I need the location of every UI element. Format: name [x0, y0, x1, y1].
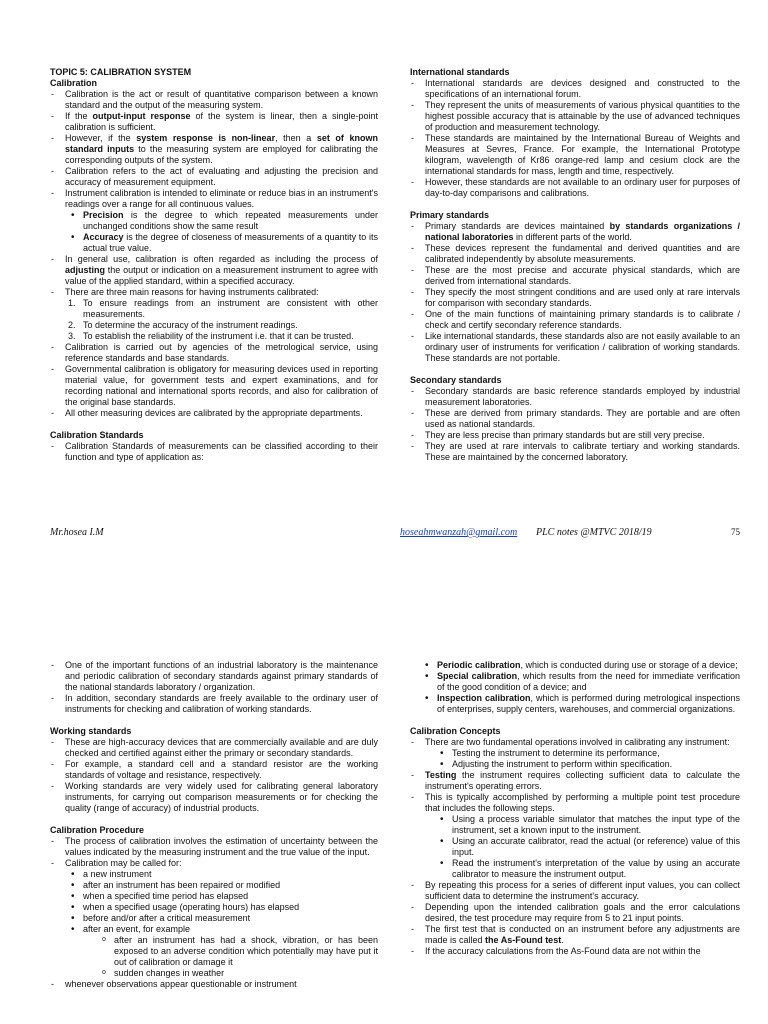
list-item: - Instrument calibration is intended to eliminate or reduce bias in an instrument's readings over a range for all continuous values. • Precision is the degree to which repeated measurements under unchanged conditions show the same result • Accuracy is the degree of closeness of measurements of a quantity to its actual true value.: [50, 188, 378, 254]
list-item: - These are high-accuracy devices that are commercially available and are duly checked and certified against either the primary or secondary standards.: [50, 737, 378, 759]
list-item: • Testing the instrument to determine its performance,: [437, 748, 740, 759]
list-item: - Primary standards are devices maintained by standards organizations / national laboratories in different parts of the world.: [410, 221, 740, 243]
page1-right-column: [410, 67, 740, 463]
calibration-standards-heading: Calibration Standards: [50, 430, 144, 440]
topic-title: TOPIC 5: CALIBRATION SYSTEM: [50, 67, 192, 77]
page2-left-column: [50, 660, 378, 990]
list-item: - The process of calibration involves the estimation of uncertainty between the values indicated by the measuring instrument and the true value of the input.: [50, 836, 378, 858]
calibration-heading: Calibration: [50, 78, 98, 88]
list-item: - whenever observations appear questionable or instrument: [50, 979, 378, 990]
list-item: • a new instrument: [68, 869, 378, 880]
footer-email-link[interactable]: hoseahmwanzah@gmail.com: [400, 527, 518, 538]
list-item: • Periodic calibration, which is conducted during use or storage of a device;: [422, 660, 740, 671]
page-2: [0, 655, 768, 1024]
list-item: - Calibration is the act or result of quantitative comparison between a known standard and the output of the measuring system.: [50, 89, 378, 111]
steps-list: [437, 814, 740, 880]
page-footer: [50, 527, 740, 541]
calibration-concepts-list: [410, 737, 740, 957]
calibration-concepts-heading: Calibration Concepts: [410, 726, 501, 736]
list-item: • after an instrument has been repaired or modified: [68, 880, 378, 891]
list-item: 1. To ensure readings from an instrument are consistent with other measurements.: [68, 298, 378, 319]
list-item: - By repeating this process for a series of different input values, you can collect sufficient data to determine the instrument's accuracy.: [410, 880, 740, 902]
working-standards-heading: Working standards: [50, 726, 132, 736]
called-for-list: [68, 869, 378, 979]
list-item: - In addition, secondary standards are freely available to the ordinary user of instruments for checking and calibration of working standards.: [50, 693, 378, 715]
operations-list: [437, 748, 740, 770]
list-item: - Calibration may be called for: • a new instrument • after an instrument has been repaired or modified • when a specified time period has elapsed • when a specified usage (operating hours) has elapsed • before and/or after a critical measurement • after an event, for example o after an instrument has had a shock, vibration, or has been exposed to an adverse condition which potentially may have put it out of calibration or damage it o sudden changes in weather: [50, 858, 378, 979]
list-item: - Governmental calibration is obligatory for measuring devices used in reporting material value, for government tests and expert examinations, and for recording national and international sports records, and also for calibration of the original base standards.: [50, 364, 378, 408]
secondary-standards-heading: Secondary standards: [410, 375, 502, 385]
working-standards-list: [50, 737, 378, 814]
list-item: - These standards are maintained by the International Bureau of Weights and Measures at Sevres, France. For example, the International Prototype kilogram, wavelength of Kr86 orange-red lamp and cesium clock are the international standards for mass, length and time, respectively.: [410, 133, 740, 177]
calibration-procedure-heading: Calibration Procedure: [50, 825, 145, 835]
list-item: - If the accuracy calculations from the As-Found data are not within the: [410, 946, 740, 957]
list-item: - This is typically accomplished by performing a multiple point test procedure that includes the following steps. • Using a process variable simulator that matches the input type of the instrument, set a known input to the instrument. • Using an accurate calibrator, read the actual (or reference) value of this input. • Read the instrument's interpretation of the value by using an accurate calibrator to measure the instrument output.: [410, 792, 740, 880]
list-item: - One of the main functions of maintaining primary standards is to calibrate / check and certify secondary reference standards.: [410, 309, 740, 331]
international-standards-list: [410, 78, 740, 199]
list-item: • before and/or after a critical measurement: [68, 913, 378, 924]
list-item: - They are used at rare intervals to calibrate tertiary and working standards. These are maintained by the concerned laboratory.: [410, 441, 740, 463]
primary-standards-list: [410, 221, 740, 364]
bias-sublist: [68, 210, 378, 254]
calibration-list: [50, 89, 378, 419]
list-item: - If the output-input response of the system is linear, then a single-point calibration is sufficient.: [50, 111, 378, 133]
list-item: o sudden changes in weather: [99, 968, 378, 979]
list-item: • Using an accurate calibrator, read the actual (or reference) value of this input.: [437, 836, 740, 858]
list-item: - In general use, calibration is often regarded as including the process of adjusting the output or indication on a measurement instrument to agree with value of the applied standard, within a specified accuracy.: [50, 254, 378, 287]
list-item: - They specify the most stringent conditions and are used only at rare intervals for comparison with secondary standards.: [410, 287, 740, 309]
list-item: - They are less precise than primary standards but are still very precise.: [410, 430, 740, 441]
page-number: 75: [731, 527, 740, 537]
list-item: o after an instrument has had a shock, vibration, or has been exposed to an adverse condition which potentially may have put it out of calibration or damage it: [99, 935, 378, 968]
list-item: - Testing the instrument requires collecting sufficient data to calculate the instrument's operating errors.: [410, 770, 740, 792]
list-item: - There are two fundamental operations involved in calibrating any instrument: • Testing the instrument to determine its performance, • Adjusting the instrument to perform within specification.: [410, 737, 740, 770]
list-item: - The first test that is conducted on an instrument before any adjustments are made is called the As-Found test.: [410, 924, 740, 946]
list-item: • Adjusting the instrument to perform within specification.: [437, 759, 740, 770]
international-standards-heading: International standards: [410, 67, 510, 77]
list-item: - These devices represent the fundamental and derived quantities and are calibrated independently by absolute measurements.: [410, 243, 740, 265]
list-item: • after an event, for example o after an instrument has had a shock, vibration, or has been exposed to an adverse condition which potentially may have put it out of calibration or damage it o sudden changes in weather: [68, 924, 378, 979]
list-item: - These are the most precise and accurate physical standards, which are derived from international standards.: [410, 265, 740, 287]
page2-right-column: [410, 660, 740, 957]
list-item: - Calibration refers to the act of evaluating and adjusting the precision and accuracy of measurement equipment.: [50, 166, 378, 188]
calibration-procedure-list: [50, 836, 378, 990]
list-item: - Secondary standards are basic reference standards employed by industrial measurement laboratories.: [410, 386, 740, 408]
list-item: - Calibration Standards of measurements can be classified according to their function and type of application as:: [50, 441, 378, 463]
list-item: • when a specified time period has elapsed: [68, 891, 378, 902]
list-item: 2. To determine the accuracy of the instrument readings.: [68, 320, 298, 330]
list-item: - Like international standards, these standards also are not easily available to an ordinary user of instruments for verification / calibration of working standards. These standards are not portable.: [410, 331, 740, 364]
list-item: - International standards are devices designed and constructed to the specifications of an international forum.: [410, 78, 740, 100]
secondary-standards-list: [410, 386, 740, 463]
list-item: - Depending upon the intended calibration goals and the error calculations desired, the test procedure may require from 5 to 21 input points.: [410, 902, 740, 924]
list-item: - Working standards are very widely used for calibrating general laboratory instruments, for carrying out comparison measurements or for checking the quality (range of accuracy) of industrial products.: [50, 781, 378, 814]
list-item: - However, these standards are not available to an ordinary user for purposes of day-to-day comparisons and calibrations.: [410, 177, 740, 199]
secondary-continued-list: [50, 660, 378, 715]
list-item: • Precision is the degree to which repeated measurements under unchanged conditions show the same result: [68, 210, 378, 232]
calibration-types-list: [422, 660, 740, 715]
list-item: - There are three main reasons for having instruments calibrated: 1. To ensure readings from an instrument are consistent with other measurements. 2. To determine the accuracy of the instrument readings. 3. To establish the reliability of the instrument i.e. that it can be trusted.: [50, 287, 378, 342]
footer-notes: PLC notes @MTVC 2018/19: [536, 527, 652, 538]
list-item: - For example, a standard cell and a standard resistor are the working standards of voltage and resistance, respectively.: [50, 759, 378, 781]
list-item: • Using a process variable simulator that matches the input type of the instrument, set a known input to the instrument.: [437, 814, 740, 836]
list-item: - These are derived from primary standards. They are portable and are often used as national standards.: [410, 408, 740, 430]
list-item: - One of the important functions of an industrial laboratory is the maintenance and periodic calibration of secondary standards against primary standards of the national standards laboratory / organization.: [50, 660, 378, 693]
list-item: • Special calibration, which results from the need for immediate verification of the good condition of a device; and: [422, 671, 740, 693]
list-item: - All other measuring devices are calibrated by the appropriate departments.: [50, 408, 378, 419]
calibration-standards-list: [50, 441, 378, 463]
list-item: - Calibration is carried out by agencies of the metrological service, using reference standards and base standards.: [50, 342, 378, 364]
list-item: • Accuracy is the degree of closeness of measurements of a quantity to its actual true value.: [68, 232, 378, 254]
list-item: - They represent the units of measurements of various physical quantities to the highest possible accuracy that is attainable by the use of advanced techniques of production and measurement technology.: [410, 100, 740, 133]
footer-author: Mr.hosea I.M: [50, 527, 104, 538]
events-list: [99, 935, 378, 979]
list-item: - However, if the system response is non-linear, then a set of known standard inputs to the measuring system are employed for calibrating the corresponding outputs of the system.: [50, 133, 378, 166]
primary-standards-heading: Primary standards: [410, 210, 490, 220]
reasons-list: [68, 298, 378, 342]
list-item: 3. To establish the reliability of the instrument i.e. that it can be trusted.: [68, 331, 354, 341]
page1-left-column: [50, 67, 378, 463]
list-item: • Inspection calibration, which is performed during metrological inspections of enterprises, supply centers, warehouses, and commercial organizations.: [422, 693, 740, 715]
list-item: • Read the instrument's interpretation of the value by using an accurate calibrator to measure the instrument output.: [437, 858, 740, 880]
list-item: • when a specified usage (operating hours) has elapsed: [68, 902, 378, 913]
